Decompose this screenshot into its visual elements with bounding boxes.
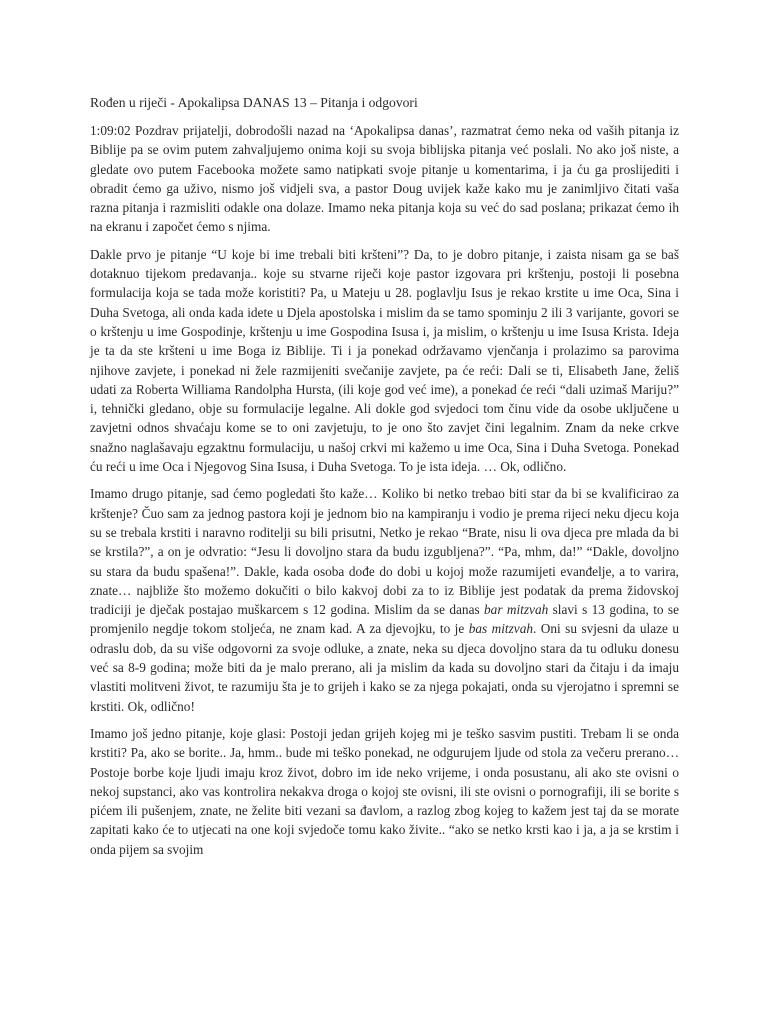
paragraph-intro: 1:09:02 Pozdrav prijatelji, dobrodošli nazad na ‘Apokalipsa danas’, razmatrat ćemo neka od vaših pitanja iz Biblije pa se ovim putem zahvaljujemo onima koji su svoja biblijska pitanja već poslali. No ako još niste, a gledate ovo putem Facebooka možete samo natipkati svoje pitanje u komentarima, i ja ću ga proslijediti i obradit ćemo ga uživo, nismo još vidjeli sva, a pastor Doug uvijek kaže kako mu je zanimljivo čitati vaša razna pitanja i razmisliti odakle ona dolaze. Imamo neka pitanja koja su već do sad poslana; prikazat ćemo ih na ekranu i započet ćemo s njima.: [90, 123, 679, 235]
paragraph-sin-struggle: Imamo još jedno pitanje, koje glasi: Postoji jedan grijeh kojeg mi je teško sasvim pustiti. Trebam li se onda krstiti? Pa, ako se borite.. Ja, hmm.. bude mi teško ponekad, ne odgurujem ljude od stola za večeru prerano… Postoje borbe koje ljudi imaju kroz život, dobro im ide neko vrijeme, i onda posustanu, ali ako ste ovisni o nekoj supstanci, ako vas kontrolira nekakva droga o kojoj ste ovisni, ili ste ovisni o pornografiji, ili se borite s pićem ili pušenjem, znate, ne želite biti vezani sa đavlom, a razlog zbog kojeg to kažem jest taj da se morate zapitati kako će to utjecati na one koji svjedoče tomu kako živite.. “ako se netko krsti kao i ja, a ja se krstim i onda pijem sa svojim: [90, 725, 679, 857]
paragraph-text: slavi s 13 godina, to se promjenilo negdje tokom stoljeća, ne znam kad. A za djevojku, to je: [90, 602, 679, 637]
emphasis-term: bar mitzvah: [484, 602, 549, 618]
paragraph-baptism-age: [90, 484, 679, 716]
paragraph-text: . Oni su svjesni da ulaze u odraslu dob, da su više odgovorni za svoje odluke, a znate, neka su djeca dovoljno stara da tu odluku donesu već sa 8-9 godina; može biti da je malo prerano, ali ja mislim da kada su dovoljno stari da čitaju i da imaju vlastiti molitveni život, te razumiju šta je to grijeh i kako se za njega pokajati, onda su vjerojatno i spremni se krstiti. Ok, odlično!: [90, 621, 679, 714]
paragraph-text: Imamo drugo pitanje, sad ćemo pogledati što kaže… Koliko bi netko trebao biti star da bi se kvalificirao za krštenje? Čuo sam za jednog pastora koji je jednom bio na kampiranju i vodio je prema rijeci neku djecu koja su se trebala krstiti i naravno roditelji su bili prisutni, Netko je rekao “Brate, nisu li ova djeca pre mlada da bi se krstila?”, a on je odvratio: “Jesu li dovoljno stara da budu izgubljena?”. “Pa, mhm, da!” “Dakle, dovoljno su stara da budu spašena!”. Dakle, kada osoba dođe do dobi u kojoj može razumijeti evanđelje, a to varira, znate… najbliže što možemo dokučiti o bilo kakvoj dobi za to iz Biblije jest podatak da prema židovskoj tradiciji je dječak postajao muškarcem s 12 godina. Mislim da se danas: [90, 486, 679, 618]
document-title: Rođen u riječi - Apokalipsa DANAS 13 – Pitanja i odgovori: [90, 95, 418, 110]
emphasis-term: bas mitzvah: [468, 621, 534, 637]
document-page: [90, 93, 679, 867]
paragraph-baptism-name: Dakle prvo je pitanje “U koje bi ime trebali biti kršteni”? Da, to je dobro pitanje, i zaista nisam ga se baš dotaknuo tijekom predavanja.. koje su stvarne riječi koje pastor izgovara pri krštenju, postoji li posebna formulacija koja se tada može koristiti? Pa, u Mateju u 28. poglavlju Isus je rekao krstite u ime Oca, Sina i Duha Svetoga, ali onda kada idete u Djela apostolska i mislim da se tamo spominju 2 ili 3 varijante, govori se o krštenju u ime Gospodinje, krštenju u ime Gospodina Isusa i, ja mislim, o krštenju u ime Isusa Krista. Ideja je ta da ste kršteni u ime Boga iz Biblije. Ti i ja ponekad održavamo vjenčanja i prolazimo sa parovima njihove zavjete, i ponekad ni žele razmijeniti svečanije zavjete, pa će reći: Dali se ti, Elisabeth Jane, želiš udati za Roberta Williama Randolpha Hursta, (ili koje god već ime), a ponekad će reći “dali uzimaš Mariju?” i, tehnički gledano, obje su formulacije legalne. Ali dokle god svjedoci tom činu vide da osobe uključene u zavjetni odnos shvaćaju kome se to oni zavjetuju, to je ono što zavjet čini legalnim. Znam da neke crkve snažno naglašavaju egzaktnu formulaciju, u našoj crkvi mi kažemo u ime Oca, Sina i Duha Svetoga. Ponekad ću reći u ime Oca i Njegovog Sina Isusa, i Duha Svetoga. To je ista ideja. … Ok, odlično.: [90, 246, 679, 475]
